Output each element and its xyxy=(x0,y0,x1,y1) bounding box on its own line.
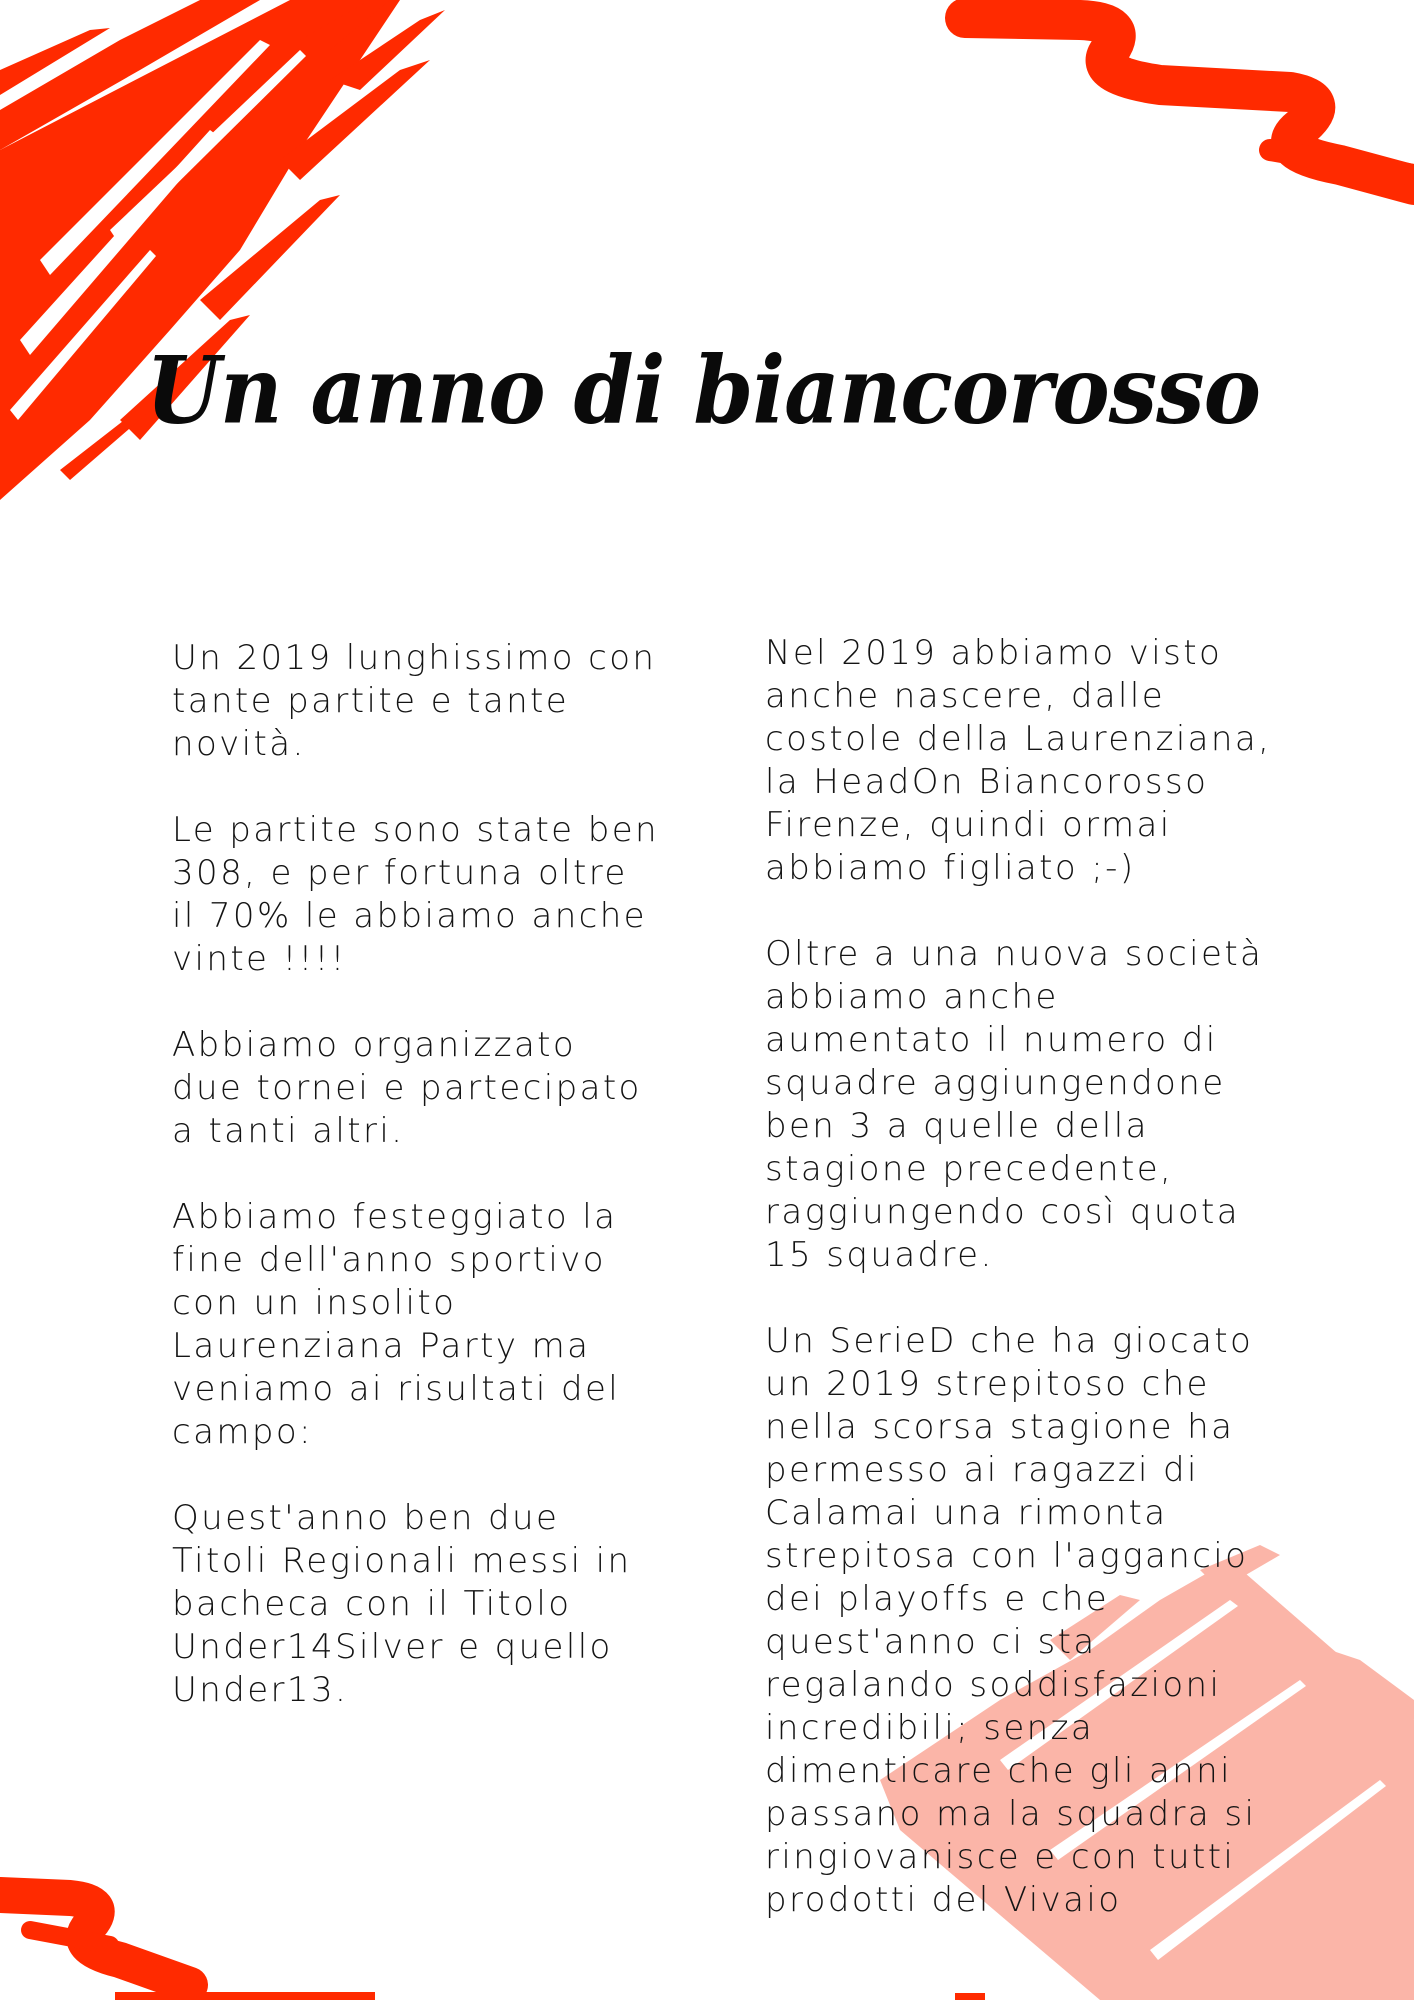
paragraph: Abbiamo organizzato due tornei e partecipato a tanti altri. xyxy=(172,1025,642,1151)
paragraph: Oltre a una nuova società abbiamo anche aumentato il numero di squadre aggiungendone ben 3 a quelle della stagione precedente, raggiungendo così quota 15 squadre. xyxy=(765,934,1264,1275)
page-title: Un anno di biancorosso xyxy=(146,335,1260,446)
right-text-column xyxy=(765,632,1325,1965)
paragraph: Un 2019 lunghissimo con tante partite e tante novità. xyxy=(172,638,657,764)
bottom-cut-red-shapes xyxy=(115,1992,985,2000)
left-text-column xyxy=(172,637,692,1755)
paragraph: Abbiamo festeggiato la fine dell'anno sportivo con un insolito Laurenziana Party ma veniamo ai risultati del campo: xyxy=(172,1197,621,1452)
paragraph: Un SerieD che ha giocato un 2019 strepitoso che nella scorsa stagione ha permesso ai ragazzi di Calamai una rimonta strepitosa con l'aggancio dei playoffs e che quest'anno ci sta regalando soddisfazioni incredibili; senza dimenticare che gli anni passano ma la squadra si ringiovanisce e con tutti prodotti del Vivaio xyxy=(765,1321,1257,1920)
paragraph: Le partite sono state ben 308, e per fortuna oltre il 70% le abbiamo anche vinte !!!! xyxy=(172,810,659,979)
zigzag-stroke-bottom-left-icon xyxy=(0,1895,190,1985)
paragraph: Quest'anno ben due Titoli Regionali messi in bacheca con il Titolo Under14Silver e quello Under13. xyxy=(172,1498,632,1710)
zigzag-stroke-top-right-icon xyxy=(965,18,1414,185)
paragraph: Nel 2019 abbiamo visto anche nascere, dalle costole della Laurenziana, la HeadOn Biancorosso Firenze, quindi ormai abbiamo figliato ;-) xyxy=(765,633,1272,888)
